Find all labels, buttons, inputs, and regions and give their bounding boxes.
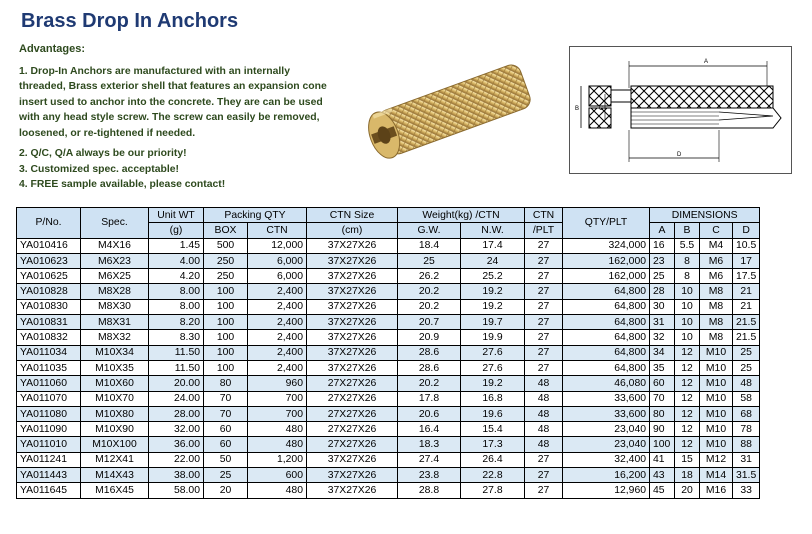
cell-dim-a: 35 [650, 360, 675, 375]
cell-dim-b: 5.5 [675, 238, 700, 253]
cell-nw: 19.7 [461, 315, 525, 330]
cell-nw: 19.6 [461, 406, 525, 421]
cell-gw: 28.8 [398, 483, 461, 498]
cell-dim-c: M12 [700, 452, 733, 467]
cell-nw: 26.4 [461, 452, 525, 467]
header-spec: Spec. [81, 208, 149, 239]
cell-ctn-size: 37X27X26 [307, 468, 398, 483]
cell-dim-d: 68 [733, 406, 760, 421]
cell-ctn-size: 37X27X26 [307, 284, 398, 299]
cell-nw: 25.2 [461, 269, 525, 284]
cell-unit-wt: 58.00 [149, 483, 204, 498]
header-weight: Weight(kg) /CTN [398, 208, 525, 223]
cell-dim-c: M4 [700, 238, 733, 253]
cell-dim-c: M10 [700, 376, 733, 391]
header-unit-wt-unit: (g) [149, 223, 204, 238]
cell-ctn: 2,400 [248, 360, 307, 375]
cell-unit-wt: 11.50 [149, 345, 204, 360]
cell-pno: YA010831 [17, 315, 81, 330]
cell-dim-d: 17.5 [733, 269, 760, 284]
cell-gw: 16.4 [398, 422, 461, 437]
cell-gw: 25 [398, 253, 461, 268]
cell-box: 250 [204, 253, 248, 268]
cell-qty-plt: 32,400 [563, 452, 650, 467]
header-qty-plt: QTY/PLT [563, 208, 650, 239]
cell-ctn-size: 27X27X26 [307, 376, 398, 391]
cell-gw: 20.9 [398, 330, 461, 345]
cell-unit-wt: 8.20 [149, 315, 204, 330]
cell-dim-a: 100 [650, 437, 675, 452]
table-row [17, 284, 760, 299]
cell-dim-a: 16 [650, 238, 675, 253]
cell-dim-d: 25 [733, 360, 760, 375]
cell-ctn-plt: 48 [525, 376, 563, 391]
cell-ctn: 600 [248, 468, 307, 483]
cell-ctn-size: 27X27X26 [307, 437, 398, 452]
cell-qty-plt: 12,960 [563, 483, 650, 498]
cell-box: 100 [204, 330, 248, 345]
cell-dim-c: M10 [700, 360, 733, 375]
cell-spec: M12X41 [81, 452, 149, 467]
cell-pno: YA010625 [17, 269, 81, 284]
advantage-item: 2. Q/C, Q/A always be our priority! [19, 148, 187, 159]
cell-dim-d: 17 [733, 253, 760, 268]
dim-label-a: A [704, 59, 709, 65]
cell-gw: 20.6 [398, 406, 461, 421]
cell-ctn-size: 37X27X26 [307, 238, 398, 253]
cell-nw: 22.8 [461, 468, 525, 483]
product-photo [339, 41, 555, 176]
cell-gw: 17.8 [398, 391, 461, 406]
cell-box: 60 [204, 437, 248, 452]
cell-dim-a: 43 [650, 468, 675, 483]
cell-ctn: 480 [248, 483, 307, 498]
cell-ctn: 12,000 [248, 238, 307, 253]
cell-ctn: 2,400 [248, 330, 307, 345]
cell-ctn-size: 37X27X26 [307, 360, 398, 375]
cell-pno: YA010828 [17, 284, 81, 299]
cell-spec: M8X30 [81, 299, 149, 314]
cell-dim-c: M14 [700, 468, 733, 483]
cell-spec: M10X90 [81, 422, 149, 437]
cell-dim-b: 15 [675, 452, 700, 467]
cell-spec: M10X34 [81, 345, 149, 360]
cell-ctn: 1,200 [248, 452, 307, 467]
cell-qty-plt: 324,000 [563, 238, 650, 253]
cell-dim-a: 23 [650, 253, 675, 268]
table-row [17, 315, 760, 330]
page-title: Brass Drop In Anchors [21, 10, 239, 32]
header-nw: N.W. [461, 223, 525, 238]
cell-pno: YA010416 [17, 238, 81, 253]
cell-dim-c: M10 [700, 437, 733, 452]
table-row [17, 299, 760, 314]
cell-box: 60 [204, 422, 248, 437]
cell-qty-plt: 64,800 [563, 330, 650, 345]
table-row [17, 483, 760, 498]
cell-ctn-plt: 27 [525, 253, 563, 268]
cell-pno: YA011443 [17, 468, 81, 483]
table-row [17, 360, 760, 375]
cell-dim-b: 12 [675, 360, 700, 375]
cell-qty-plt: 64,800 [563, 360, 650, 375]
table-row [17, 391, 760, 406]
cell-box: 100 [204, 299, 248, 314]
cell-pno: YA011010 [17, 437, 81, 452]
cell-qty-plt: 23,040 [563, 422, 650, 437]
cell-ctn-size: 37X27X26 [307, 452, 398, 467]
header-ctn-plt-unit: /PLT [525, 223, 563, 238]
cell-ctn: 700 [248, 391, 307, 406]
cell-qty-plt: 33,600 [563, 406, 650, 421]
header-ctn: CTN [248, 223, 307, 238]
cell-ctn-plt: 27 [525, 330, 563, 345]
cell-nw: 19.9 [461, 330, 525, 345]
cell-ctn: 480 [248, 437, 307, 452]
cell-ctn-size: 37X27X26 [307, 253, 398, 268]
cell-ctn-plt: 27 [525, 299, 563, 314]
cell-dim-b: 18 [675, 468, 700, 483]
cell-ctn-plt: 27 [525, 284, 563, 299]
table-row [17, 330, 760, 345]
table-row [17, 238, 760, 253]
cell-ctn-plt: 27 [525, 269, 563, 284]
cell-ctn-size: 37X27X26 [307, 269, 398, 284]
cell-pno: YA011034 [17, 345, 81, 360]
table-row [17, 468, 760, 483]
header-dimensions: DIMENSIONS [650, 208, 760, 223]
cell-gw: 20.2 [398, 284, 461, 299]
table-row [17, 452, 760, 467]
cell-box: 100 [204, 345, 248, 360]
cell-dim-b: 8 [675, 269, 700, 284]
cell-box: 25 [204, 468, 248, 483]
cell-gw: 20.2 [398, 376, 461, 391]
cell-dim-a: 28 [650, 284, 675, 299]
cell-qty-plt: 33,600 [563, 391, 650, 406]
cell-ctn-plt: 48 [525, 422, 563, 437]
cell-gw: 20.7 [398, 315, 461, 330]
cell-dim-c: M8 [700, 315, 733, 330]
cell-ctn-plt: 48 [525, 406, 563, 421]
header-pno: P/No. [17, 208, 81, 239]
cell-pno: YA011060 [17, 376, 81, 391]
cell-dim-a: 60 [650, 376, 675, 391]
cell-nw: 19.2 [461, 376, 525, 391]
header-dim-d: D [733, 223, 760, 238]
cell-unit-wt: 32.00 [149, 422, 204, 437]
cell-qty-plt: 64,800 [563, 315, 650, 330]
cell-ctn-size: 37X27X26 [307, 315, 398, 330]
cell-spec: M10X80 [81, 406, 149, 421]
table-row [17, 406, 760, 421]
cell-nw: 17.4 [461, 238, 525, 253]
cell-dim-c: M6 [700, 269, 733, 284]
cell-dim-c: M6 [700, 253, 733, 268]
cell-nw: 27.6 [461, 345, 525, 360]
cell-unit-wt: 24.00 [149, 391, 204, 406]
cell-dim-a: 41 [650, 452, 675, 467]
cell-qty-plt: 64,800 [563, 284, 650, 299]
header-box: BOX [204, 223, 248, 238]
table-row [17, 422, 760, 437]
cell-ctn-size: 37X27X26 [307, 330, 398, 345]
dim-label-d: D [677, 152, 682, 158]
cell-gw: 27.4 [398, 452, 461, 467]
cell-qty-plt: 162,000 [563, 253, 650, 268]
cell-nw: 19.2 [461, 284, 525, 299]
cell-dim-c: M8 [700, 330, 733, 345]
cell-dim-b: 10 [675, 330, 700, 345]
header-ctn-plt: CTN [525, 208, 563, 223]
cell-spec: M8X31 [81, 315, 149, 330]
cell-box: 100 [204, 284, 248, 299]
cell-qty-plt: 64,800 [563, 299, 650, 314]
cell-dim-b: 10 [675, 315, 700, 330]
cell-gw: 20.2 [398, 299, 461, 314]
cell-dim-d: 33 [733, 483, 760, 498]
cell-unit-wt: 20.00 [149, 376, 204, 391]
table-row [17, 253, 760, 268]
cell-dim-c: M10 [700, 345, 733, 360]
cell-gw: 18.3 [398, 437, 461, 452]
cell-dim-b: 12 [675, 345, 700, 360]
cell-dim-d: 31 [733, 452, 760, 467]
cell-box: 80 [204, 376, 248, 391]
cell-ctn-size: 27X27X26 [307, 391, 398, 406]
cell-unit-wt: 38.00 [149, 468, 204, 483]
cell-nw: 27.6 [461, 360, 525, 375]
cell-dim-b: 10 [675, 299, 700, 314]
cell-dim-d: 88 [733, 437, 760, 452]
cell-nw: 19.2 [461, 299, 525, 314]
advantage-item: 3. Customized spec. acceptable! [19, 163, 179, 175]
cell-ctn-size: 37X27X26 [307, 345, 398, 360]
cell-dim-a: 25 [650, 269, 675, 284]
cell-ctn-plt: 27 [525, 452, 563, 467]
cell-unit-wt: 8.30 [149, 330, 204, 345]
cell-dim-b: 8 [675, 253, 700, 268]
cell-unit-wt: 11.50 [149, 360, 204, 375]
cell-dim-a: 80 [650, 406, 675, 421]
dim-label-c: C [599, 106, 604, 112]
cell-dim-d: 78 [733, 422, 760, 437]
cell-gw: 28.6 [398, 345, 461, 360]
cell-dim-a: 70 [650, 391, 675, 406]
cell-dim-b: 10 [675, 284, 700, 299]
advantage-item: 4. FREE sample available, please contact! [19, 179, 226, 190]
cell-ctn: 6,000 [248, 269, 307, 284]
cell-ctn: 700 [248, 406, 307, 421]
cell-gw: 18.4 [398, 238, 461, 253]
cell-pno: YA010832 [17, 330, 81, 345]
cell-box: 50 [204, 452, 248, 467]
cell-nw: 17.3 [461, 437, 525, 452]
cell-ctn-plt: 27 [525, 315, 563, 330]
header-unit-wt: Unit WT [149, 208, 204, 223]
cell-pno: YA010623 [17, 253, 81, 268]
cell-dim-c: M8 [700, 299, 733, 314]
dim-label-b: B [575, 106, 580, 112]
cell-spec: M14X43 [81, 468, 149, 483]
cell-qty-plt: 64,800 [563, 345, 650, 360]
cell-spec: M10X100 [81, 437, 149, 452]
dimension-drawing [569, 46, 792, 174]
cell-dim-b: 12 [675, 391, 700, 406]
cell-ctn-plt: 27 [525, 468, 563, 483]
cell-dim-d: 21.5 [733, 315, 760, 330]
cell-dim-d: 21.5 [733, 330, 760, 345]
cell-dim-b: 20 [675, 483, 700, 498]
cell-dim-b: 12 [675, 376, 700, 391]
cell-pno: YA011035 [17, 360, 81, 375]
cell-qty-plt: 23,040 [563, 437, 650, 452]
cell-ctn-plt: 48 [525, 391, 563, 406]
cell-qty-plt: 46,080 [563, 376, 650, 391]
cell-qty-plt: 162,000 [563, 269, 650, 284]
cell-dim-d: 21 [733, 284, 760, 299]
cell-dim-d: 58 [733, 391, 760, 406]
cell-spec: M4X16 [81, 238, 149, 253]
header-dim-c: C [700, 223, 733, 238]
cell-unit-wt: 4.00 [149, 253, 204, 268]
cell-ctn-plt: 27 [525, 238, 563, 253]
cell-unit-wt: 4.20 [149, 269, 204, 284]
table-row [17, 345, 760, 360]
cell-pno: YA011645 [17, 483, 81, 498]
cell-unit-wt: 1.45 [149, 238, 204, 253]
cell-spec: M16X45 [81, 483, 149, 498]
cell-dim-a: 34 [650, 345, 675, 360]
cell-ctn: 2,400 [248, 315, 307, 330]
header-packing-qty: Packing QTY [204, 208, 307, 223]
cell-ctn-plt: 48 [525, 437, 563, 452]
cell-ctn: 2,400 [248, 299, 307, 314]
advantages-heading: Advantages: [19, 43, 86, 55]
header-dim-a: A [650, 223, 675, 238]
cell-ctn: 6,000 [248, 253, 307, 268]
cell-unit-wt: 22.00 [149, 452, 204, 467]
cell-qty-plt: 16,200 [563, 468, 650, 483]
cell-spec: M6X25 [81, 269, 149, 284]
cell-ctn: 480 [248, 422, 307, 437]
cell-unit-wt: 8.00 [149, 284, 204, 299]
cell-box: 250 [204, 269, 248, 284]
cell-nw: 15.4 [461, 422, 525, 437]
advantages-list [19, 146, 225, 193]
cell-ctn-size: 37X27X26 [307, 299, 398, 314]
cell-dim-a: 30 [650, 299, 675, 314]
cell-dim-c: M10 [700, 391, 733, 406]
cell-spec: M10X35 [81, 360, 149, 375]
cell-dim-c: M10 [700, 406, 733, 421]
cell-dim-b: 12 [675, 437, 700, 452]
advantages-description: 1. Drop-In Anchors are manufactured with an internally threaded, Brass exterior shell that features an expansion cone insert used to anchor into the concrete. They are can be used with any head style screw. The screw can easily be removed, loosened, or re-tightened if needed. [19, 66, 327, 139]
cell-box: 100 [204, 315, 248, 330]
cell-ctn-size: 37X27X26 [307, 483, 398, 498]
cell-ctn: 2,400 [248, 345, 307, 360]
cell-pno: YA011070 [17, 391, 81, 406]
cell-dim-a: 32 [650, 330, 675, 345]
cell-dim-b: 12 [675, 422, 700, 437]
cell-dim-a: 31 [650, 315, 675, 330]
cell-spec: M8X28 [81, 284, 149, 299]
cell-box: 100 [204, 360, 248, 375]
cell-spec: M10X70 [81, 391, 149, 406]
cell-dim-c: M10 [700, 422, 733, 437]
cell-dim-d: 10.5 [733, 238, 760, 253]
cell-ctn: 2,400 [248, 284, 307, 299]
cell-unit-wt: 28.00 [149, 406, 204, 421]
cell-ctn-plt: 27 [525, 345, 563, 360]
cell-dim-d: 21 [733, 299, 760, 314]
cell-box: 70 [204, 406, 248, 421]
cell-spec: M8X32 [81, 330, 149, 345]
cell-ctn: 960 [248, 376, 307, 391]
cell-pno: YA010830 [17, 299, 81, 314]
cell-pno: YA011090 [17, 422, 81, 437]
cell-pno: YA011241 [17, 452, 81, 467]
cell-dim-a: 45 [650, 483, 675, 498]
header-gw: G.W. [398, 223, 461, 238]
cell-dim-b: 12 [675, 406, 700, 421]
cell-box: 70 [204, 391, 248, 406]
cell-spec: M6X23 [81, 253, 149, 268]
cell-unit-wt: 36.00 [149, 437, 204, 452]
header-ctn-size: CTN Size [307, 208, 398, 223]
cell-dim-a: 90 [650, 422, 675, 437]
cell-dim-d: 48 [733, 376, 760, 391]
cell-nw: 24 [461, 253, 525, 268]
cell-nw: 27.8 [461, 483, 525, 498]
cell-dim-c: M16 [700, 483, 733, 498]
cell-pno: YA011080 [17, 406, 81, 421]
cell-ctn-plt: 27 [525, 360, 563, 375]
table-row [17, 437, 760, 452]
cell-gw: 26.2 [398, 269, 461, 284]
cell-nw: 16.8 [461, 391, 525, 406]
cell-gw: 23.8 [398, 468, 461, 483]
cell-box: 500 [204, 238, 248, 253]
cell-ctn-size: 27X27X26 [307, 422, 398, 437]
cell-ctn-size: 27X27X26 [307, 406, 398, 421]
header-dim-b: B [675, 223, 700, 238]
cell-unit-wt: 8.00 [149, 299, 204, 314]
cell-gw: 28.6 [398, 360, 461, 375]
table-row [17, 269, 760, 284]
table-row [17, 376, 760, 391]
cell-spec: M10X60 [81, 376, 149, 391]
cell-dim-d: 25 [733, 345, 760, 360]
cell-ctn-plt: 27 [525, 483, 563, 498]
cell-box: 20 [204, 483, 248, 498]
cell-dim-c: M8 [700, 284, 733, 299]
header-ctn-size-unit: (cm) [307, 223, 398, 238]
specifications-table [16, 207, 760, 499]
cell-dim-d: 31.5 [733, 468, 760, 483]
